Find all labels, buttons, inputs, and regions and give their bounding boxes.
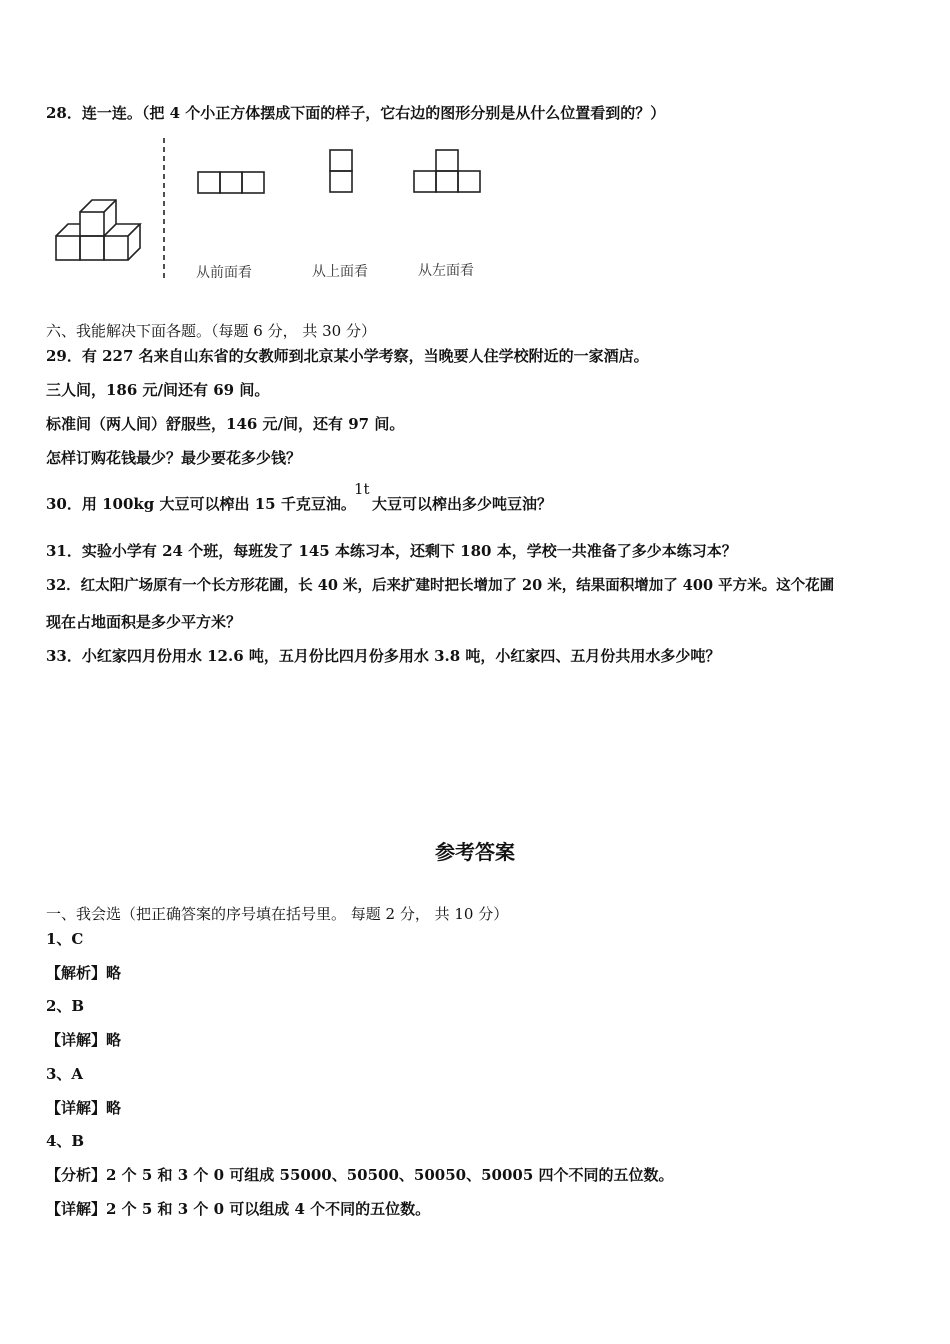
question-33: 33．小红家四月份用水 12.6 吨，五月份比四月份多用水 3.8 吨，小红家四、五月份共用水多少吨？ (46, 647, 721, 665)
left-view-shape (414, 171, 436, 192)
cube-front-left (56, 236, 80, 260)
cube-figure (46, 134, 506, 284)
answer-item: 【详解】略 (46, 1031, 122, 1049)
section-6-heading: 六、我能解决下面各题。（每题 6 分， 共 30 分） (46, 322, 376, 340)
answers-section-1-heading: 一、我会选（把正确答案的序号填在括号里。 每题 2 分， 共 10 分） (46, 905, 509, 923)
question-29-line-2: 三人间，186 元/间还有 69 间。 (46, 381, 270, 399)
answer-item: 4、B (46, 1132, 85, 1150)
label-front-view: 从前面看 (196, 265, 252, 281)
front-view-shape (198, 172, 220, 193)
cube-front-mid (80, 236, 104, 260)
question-30-formula: 1t (354, 480, 370, 498)
question-29-line-3: 标准间（两人间）舒服些，146 元/间，还有 97 间。 (46, 415, 405, 433)
question-30-part-1: 30．用 100kg 大豆可以榨出 15 千克豆油。 (46, 495, 356, 513)
answer-item: 【详解】略 (46, 1099, 122, 1117)
question-28: 28．连一连。（把 4 个小正方体摆成下面的样子，它右边的图形分别是从什么位置看到的？） (46, 104, 666, 122)
answer-item: 【分析】2 个 5 和 3 个 0 可组成 55000、50500、50050、50005 四个不同的五位数。 (46, 1166, 674, 1184)
answer-item: 【详解】2 个 5 和 3 个 0 可以组成 4 个不同的五位数。 (46, 1200, 431, 1218)
question-32-line-2: 现在占地面积是多少平方米？ (46, 613, 242, 631)
cube-front-top (80, 212, 104, 236)
answer-item: 【解析】略 (46, 964, 122, 982)
question-31: 31．实验小学有 24 个班，每班发了 145 本练习本，还剩下 180 本，学校一共准备了多少本练习本？ (46, 542, 737, 560)
question-32: 32．红太阳广场原有一个长方形花圃，长 40 米，后来扩建时把长增加了 20 米，结果面积增加了 400 平方米。这个花圃 (46, 577, 835, 594)
answer-item: 2、B (46, 997, 85, 1015)
answer-item: 1、C (46, 930, 84, 948)
label-left-view: 从左面看 (418, 263, 474, 279)
answer-item: 3、A (46, 1065, 84, 1083)
cube-front-right (104, 236, 128, 260)
question-30-part-2: 大豆可以榨出多少吨豆油？ (372, 495, 553, 513)
question-29: 29．有 227 名来自山东省的女教师到北京某小学考察，当晚要人住学校附近的一家酒店。 (46, 347, 649, 365)
answers-title: 参考答案 (435, 840, 515, 864)
label-top-view: 从上面看 (312, 264, 368, 280)
top-view-shape (330, 150, 352, 171)
question-29-line-4: 怎样订购花钱最少？最少要花多少钱？ (46, 449, 302, 467)
